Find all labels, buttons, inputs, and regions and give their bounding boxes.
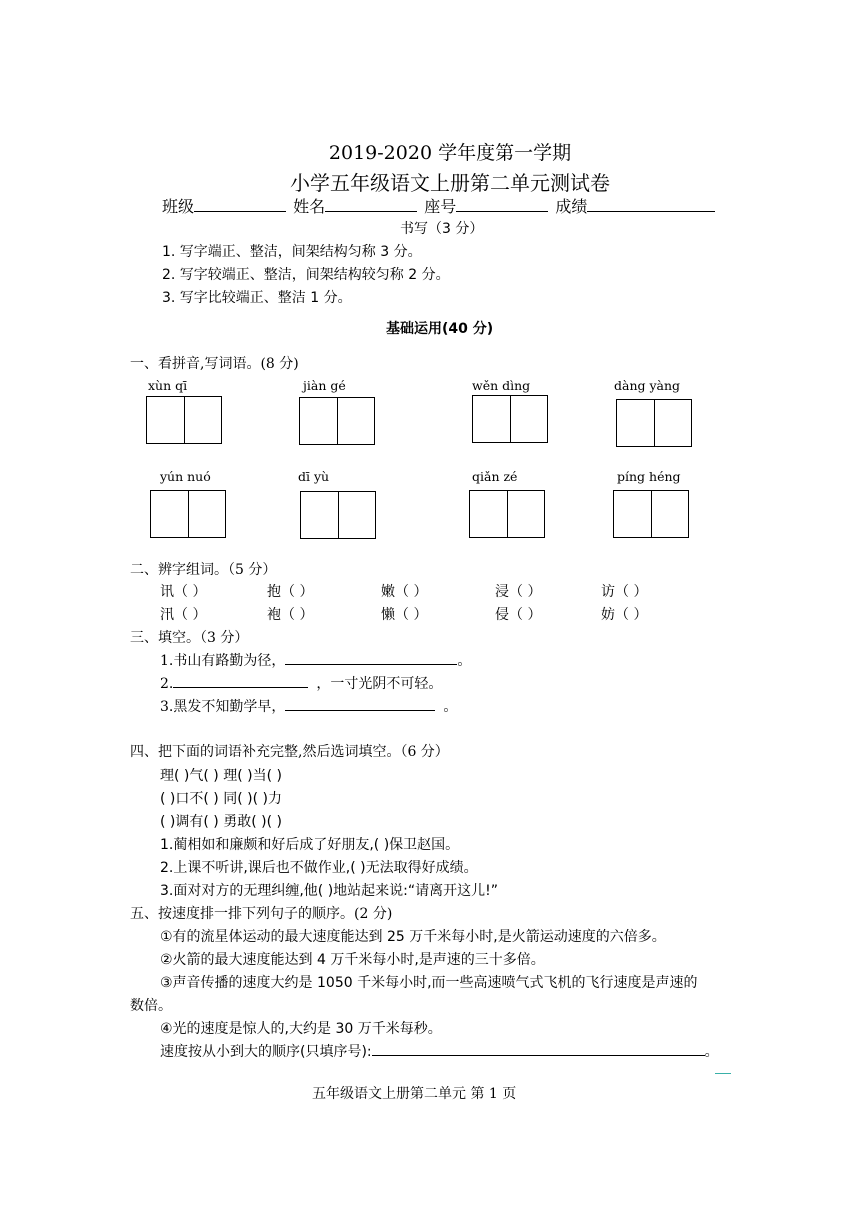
q5-order-line (160, 1041, 719, 1061)
q2-item[interactable]: 汛（ ） (160, 607, 207, 623)
writing-item-2: 2. 写字较端正、整洁，间架结构较匀称 2 分。 (162, 267, 450, 283)
q2-item[interactable]: 浸（ ） (495, 584, 542, 600)
pinyin-diyu: dī yù (298, 469, 330, 484)
q3-line-3-text: 3.黑发不知勤学早， (160, 699, 286, 715)
q5-sentence-3: ③声音传播的速度大约是 1050 千米每小时,而一些高速喷气式飞机的飞行速度是声速的 (160, 975, 698, 991)
q3-blank-3[interactable] (285, 697, 435, 711)
answer-box-jiange[interactable] (299, 397, 375, 445)
q1-title: 一、看拼音,写词语。(8 分) (130, 356, 299, 372)
q5-order-blank[interactable] (372, 1042, 705, 1056)
page-footer: 五年级语文上册第二单元 第 1 页 (312, 1086, 517, 1102)
writing-item-3: 3. 写字比较端正、整洁 1 分。 (162, 290, 352, 306)
q4-sentence-2[interactable]: 2.上课不听讲,课后也不做作业,( )无法取得好成绩。 (160, 860, 478, 876)
q5-sentence-4: ④光的速度是惊人的,大约是 30 万千米每秒。 (160, 1021, 442, 1037)
q4-title: 四、把下面的词语补充完整,然后选词填空。（6 分） (130, 744, 449, 760)
q3-blank-1[interactable] (285, 651, 457, 665)
answer-box-wending[interactable] (472, 395, 548, 443)
q4-idiom-row-1[interactable]: 理( )气( ) 理( )当( ) (160, 768, 282, 784)
page-title: 小学五年级语文上册第二单元测试卷 (290, 171, 610, 195)
pinyin-xunqi: xùn qī (148, 378, 188, 393)
q3-line-1-text: 1.书山有路勤为径， (160, 653, 286, 669)
year-line: 2019-2020 学年度第一学期 (328, 142, 572, 164)
field-score-label: 成绩 (555, 197, 588, 216)
field-name-blank[interactable] (325, 197, 417, 212)
q3-line-1 (160, 650, 471, 670)
q3-line-2 (160, 673, 442, 693)
q5-title: 五、按速度排一排下列句子的顺序。(2 分) (130, 906, 393, 922)
q2-item[interactable]: 嫩（ ） (381, 584, 428, 600)
answer-box-xunqi[interactable] (146, 396, 222, 444)
basics-heading: 基础运用(40 分) (386, 321, 494, 337)
field-class-blank[interactable] (194, 197, 286, 212)
q3-line-2-text: ，一寸光阴不可轻。 (316, 676, 443, 692)
pinyin-dangyang: dàng yàng (614, 378, 681, 393)
q3-line-1-end: 。 (457, 653, 472, 669)
field-score-blank[interactable] (587, 197, 715, 212)
q4-idiom-row-2[interactable]: ( )口不( ) 同( )( )力 (160, 791, 282, 807)
q3-line-2-num: 2. (160, 676, 174, 692)
writing-item-1: 1. 写字端正、整洁，间架结构匀称 3 分。 (162, 244, 422, 260)
q3-blank-2[interactable] (173, 674, 308, 688)
pinyin-pingheng: píng héng (617, 469, 681, 484)
field-class-label: 班级 (162, 197, 195, 216)
field-seat-blank[interactable] (456, 197, 548, 212)
pinyin-wending: wěn dìng (472, 378, 531, 393)
field-seat-label: 座号 (424, 197, 457, 216)
answer-box-yunnuo[interactable] (150, 490, 226, 538)
q2-item[interactable]: 妨（ ） (601, 607, 648, 623)
q3-title: 三、填空。（3 分） (130, 630, 249, 646)
pinyin-qianze: qiǎn zé (472, 469, 518, 484)
pinyin-jiange: jiàn gé (303, 378, 346, 393)
green-mark (715, 1073, 731, 1074)
answer-box-dangyang[interactable] (616, 399, 692, 447)
writing-heading: 书写（3 分） (400, 221, 484, 237)
answer-box-qianze[interactable] (469, 490, 545, 538)
student-info-row (162, 194, 717, 217)
answer-box-pingheng[interactable] (613, 490, 689, 538)
q4-sentence-1[interactable]: 1.蔺相如和廉颇和好后成了好朋友,( )保卫赵国。 (160, 837, 460, 853)
pinyin-yunnuo: yún nuó (160, 469, 211, 484)
field-name-label: 姓名 (293, 197, 326, 216)
q5-order-end: 。 (704, 1044, 719, 1060)
q2-item[interactable]: 访（ ） (601, 584, 648, 600)
q3-line-3-end: 。 (443, 699, 458, 715)
q2-item[interactable]: 讯（ ） (160, 584, 207, 600)
q4-idiom-row-3[interactable]: ( )调有( ) 勇敢( )( ) (160, 814, 282, 830)
q2-item[interactable]: 抱（ ） (267, 584, 314, 600)
q4-sentence-3[interactable]: 3.面对对方的无理纠缠,他( )地站起来说:“请离开这儿!” (160, 883, 499, 899)
q2-item[interactable]: 懒（ ） (381, 607, 428, 623)
q3-line-3 (160, 696, 457, 716)
q5-sentence-2: ②火箭的最大速度能达到 4 万千米每小时,是声速的三十多倍。 (160, 952, 545, 968)
answer-box-diyu[interactable] (300, 491, 376, 539)
q5-order-label: 速度按从小到大的顺序(只填序号): (160, 1044, 372, 1060)
q2-item[interactable]: 侵（ ） (495, 607, 542, 623)
q2-item[interactable]: 袍（ ） (267, 607, 314, 623)
q5-sentence-1: ①有的流星体运动的最大速度能达到 25 万千米每小时,是火箭运动速度的六倍多。 (160, 929, 666, 945)
q2-title: 二、辨字组词。（5 分） (130, 562, 277, 578)
q5-sentence-3-cont: 数倍。 (130, 998, 172, 1014)
